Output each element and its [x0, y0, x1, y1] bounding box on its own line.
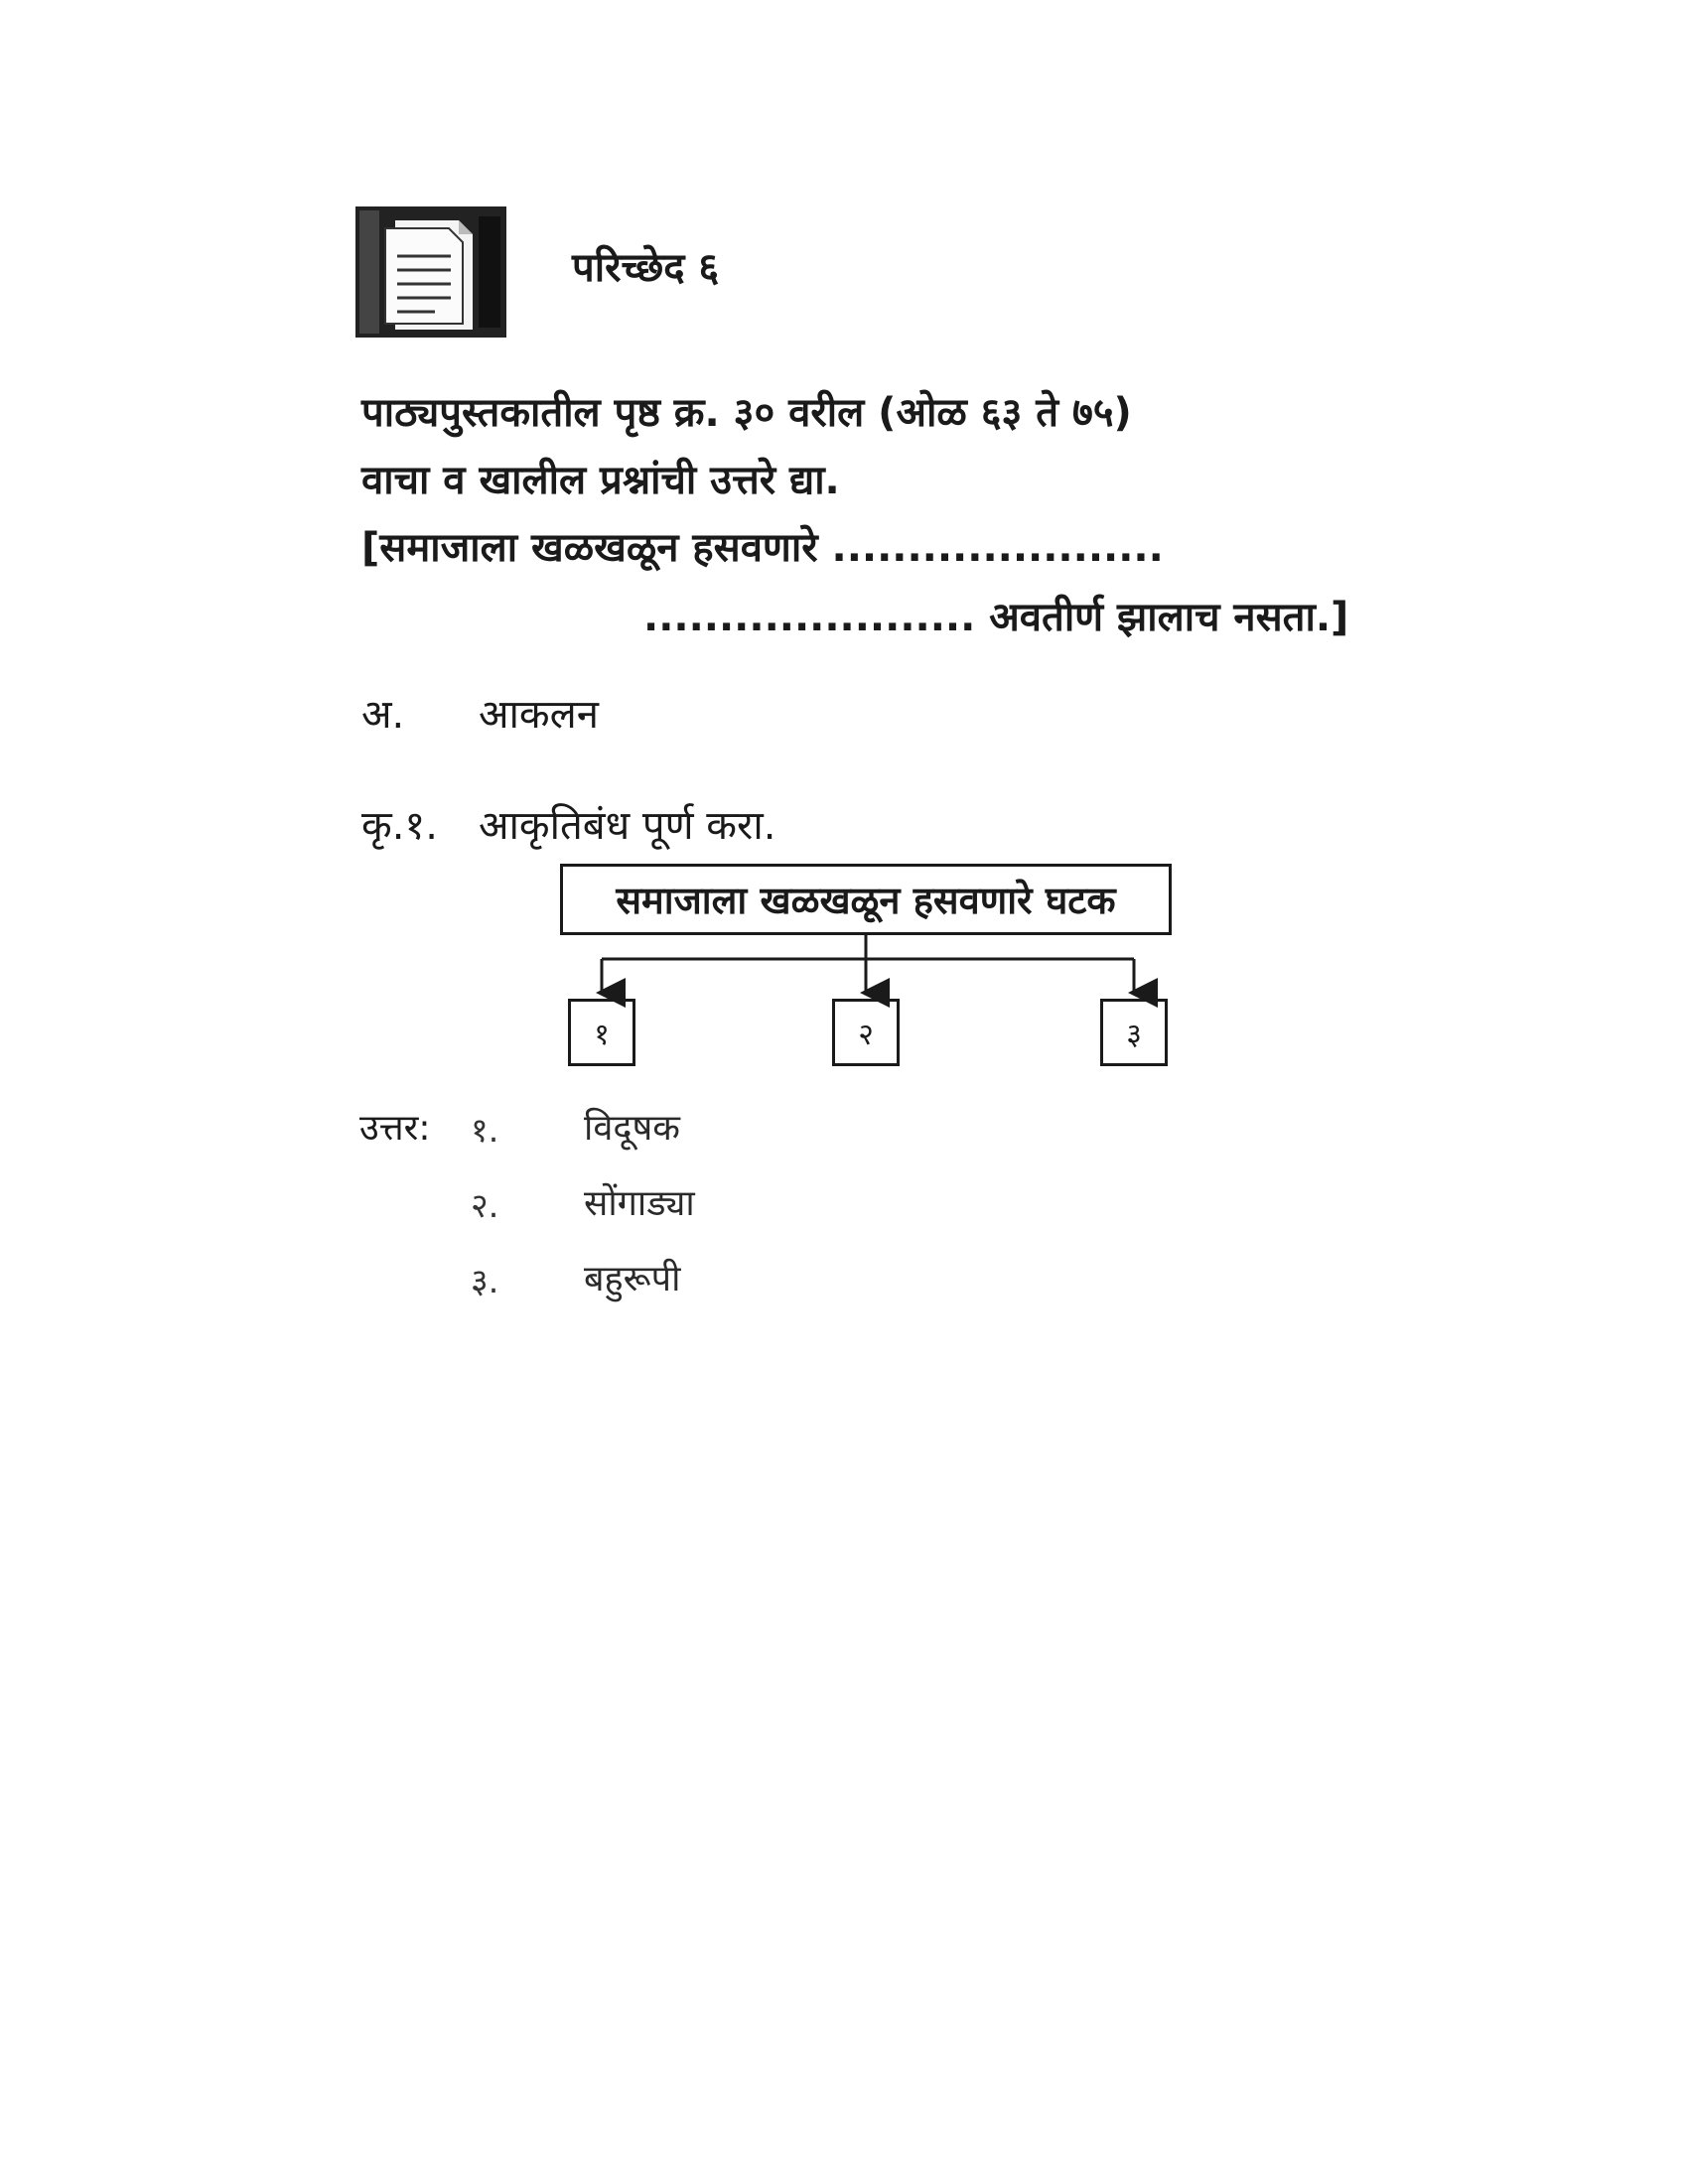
- diagram-root-box: [560, 864, 1172, 935]
- section-title: आकलन: [479, 692, 599, 738]
- diagram-leaf-box: [1100, 999, 1168, 1066]
- excerpt-end-line: ...................... अवतीर्ण झालाच नसता.]: [643, 595, 1349, 640]
- answer-number: ३.: [471, 1262, 499, 1301]
- section-label: अ.: [361, 692, 405, 738]
- instruction-line-1: पाठ्यपुस्तकातील पृष्ठ क्र. ३० वरील (ओळ ६३ ते ७५): [361, 390, 1132, 436]
- answer-number: १.: [471, 1111, 499, 1151]
- answer-value: सोंगाड्या: [584, 1183, 695, 1224]
- answer-value: विदूषक: [584, 1108, 680, 1149]
- section-heading: परिच्छेद ६: [572, 245, 720, 291]
- diagram-leaf-label: १: [594, 1017, 610, 1052]
- instruction-line-2: वाचा व खालील प्रश्नांची उत्तरे द्या.: [361, 458, 840, 503]
- diagram-root-label: समाजाला खळखळून हसवणारे घटक: [616, 879, 1116, 922]
- diagram-leaf-box: [832, 999, 900, 1066]
- diagram-leaf-label: ३: [1126, 1017, 1142, 1052]
- diagram-leaf-label: २: [858, 1017, 874, 1052]
- diagram-leaf-box: [568, 999, 635, 1066]
- question-title: आकृतिबंध पूर्ण करा.: [479, 803, 776, 849]
- answer-label: उत्तर:: [359, 1108, 431, 1149]
- answer-number: २.: [471, 1186, 499, 1226]
- question-label: कृ.१.: [361, 803, 438, 849]
- answer-value: बहुरूपी: [584, 1259, 681, 1299]
- excerpt-start-line: [समाजाला खळखळून हसवणारे ......................: [361, 525, 1164, 571]
